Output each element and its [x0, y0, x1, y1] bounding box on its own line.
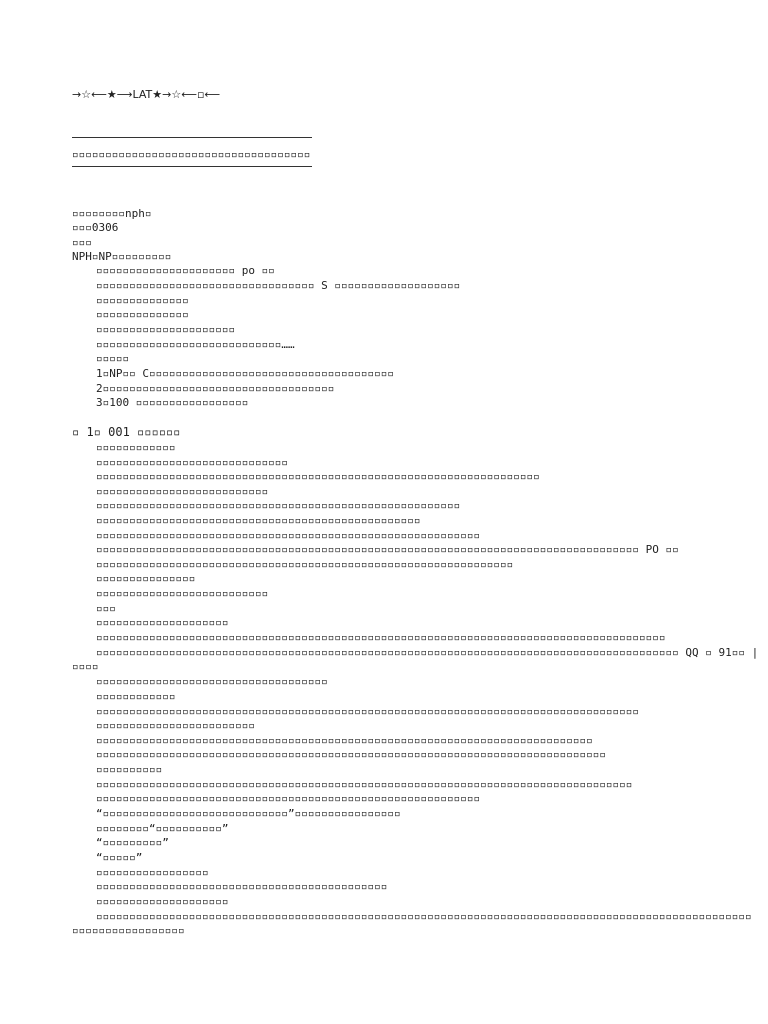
text-line: 1▫NP▫▫ C▫▫▫▫▫▫▫▫▫▫▫▫▫▫▫▫▫▫▫▫▫▫▫▫▫▫▫▫▫▫▫▫▫▫▫▫▫ — [96, 367, 395, 380]
text-line: ▫▫▫▫ — [72, 660, 99, 673]
text-line: “▫▫▫▫▫” — [96, 851, 143, 864]
text-line: ▫▫▫▫▫▫▫▫▫▫▫▫▫▫▫▫▫▫▫▫▫▫▫▫▫▫▫▫▫▫▫▫▫▫▫▫▫▫▫▫▫▫▫▫▫▫▫▫▫▫▫▫▫▫▫▫▫▫▫▫▫▫▫ — [96, 558, 514, 571]
text-line: ▫▫▫▫▫▫▫▫▫▫▫▫▫▫▫▫▫▫▫▫▫▫▫▫▫▫▫▫▫▫▫▫▫▫▫▫▫▫▫▫▫▫▫▫▫▫▫▫▫ — [96, 514, 421, 527]
text-line: ▫▫▫▫▫▫▫▫“▫▫▫▫▫▫▫▫▫▫” — [96, 822, 229, 835]
text-line: ▫▫▫▫▫▫▫▫▫▫▫▫▫▫▫▫▫▫▫▫▫▫▫▫▫▫▫▫▫▫▫▫▫▫▫▫▫▫▫▫▫▫▫▫▫▫▫▫▫▫▫▫▫▫▫▫▫▫▫▫▫▫▫▫▫▫▫▫▫▫▫▫▫▫▫▫▫▫▫▫▫ — [96, 778, 633, 791]
text-line: ▫▫▫▫▫▫▫▫▫▫▫▫▫▫▫▫▫ — [96, 866, 209, 879]
text-line: ▫▫▫▫▫▫▫▫▫▫▫▫▫▫▫▫▫▫▫▫▫▫▫▫▫▫ — [96, 587, 269, 600]
text-line: ▫▫▫▫▫▫▫▫▫▫▫▫▫▫▫▫▫▫▫▫▫▫▫▫▫▫▫▫▫▫▫▫▫▫▫▫▫▫▫▫▫▫▫▫▫▫▫▫▫▫▫▫▫▫▫ — [96, 499, 461, 512]
section-heading: ▫ 1▫ 001 ▫▫▫▫▫▫ — [72, 425, 181, 439]
text-line: ▫▫▫▫▫▫▫▫▫▫▫▫▫▫▫▫▫▫▫▫▫▫▫▫ — [96, 719, 255, 732]
boxed-title: ▫▫▫▫▫▫▫▫▫▫▫▫▫▫▫▫▫▫▫▫▫▫▫▫▫▫▫▫▫▫▫▫▫▫▫▫ — [72, 148, 311, 161]
text-line: “▫▫▫▫▫▫▫▫▫▫▫▫▫▫▫▫▫▫▫▫▫▫▫▫▫▫▫▫”▫▫▫▫▫▫▫▫▫▫▫▫▫▫▫▫ — [96, 807, 401, 820]
text-line: ▫▫▫▫▫▫▫▫▫▫▫▫▫▫▫▫▫▫▫▫ — [96, 616, 229, 629]
text-line: ▫▫▫ — [72, 236, 92, 249]
text-line: ▫▫▫▫▫▫▫▫▫▫▫▫▫▫▫▫▫▫▫▫▫▫▫▫▫▫▫▫▫▫▫▫▫▫▫ — [96, 675, 328, 688]
top-rule — [72, 137, 312, 138]
text-line: ▫▫▫▫▫▫▫▫▫▫▫▫▫▫▫▫▫▫▫▫▫▫▫▫▫▫▫▫▫▫▫▫▫▫▫▫▫▫▫▫▫▫▫▫▫▫▫▫▫▫▫▫▫▫▫▫▫▫▫▫▫▫▫▫▫▫▫▫▫▫▫▫▫▫▫▫▫▫▫▫▫▫▫▫▫▫▫▫▫▫▫▫▫▫▫▫▫▫▫ — [96, 910, 752, 923]
text-line: NPH▫NP▫▫▫▫▫▫▫▫▫ — [72, 250, 172, 263]
text-line: 3▫100 ▫▫▫▫▫▫▫▫▫▫▫▫▫▫▫▫▫ — [96, 396, 249, 409]
bottom-rule — [72, 166, 312, 167]
text-line: ▫▫▫▫▫▫▫▫▫▫▫▫▫▫▫▫▫▫▫▫▫ — [96, 323, 236, 336]
text-line: ▫▫▫▫▫▫▫▫nph▫ — [72, 207, 152, 220]
text-line: ▫▫▫▫▫▫▫▫▫▫▫▫▫▫▫▫▫▫▫▫▫▫▫▫▫▫▫▫▫▫▫▫▫▫▫▫▫▫▫▫▫▫▫▫▫▫▫▫▫▫▫▫▫▫▫▫▫▫▫▫▫▫▫▫▫▫▫▫▫▫▫▫▫▫▫▫▫ — [96, 748, 606, 761]
text-line: ▫▫▫▫▫▫▫▫▫▫▫▫ — [96, 441, 176, 454]
text-line: ▫▫▫▫▫▫▫▫▫▫▫▫▫▫▫▫▫▫▫▫▫▫▫▫▫▫▫▫▫▫▫▫▫▫▫▫▫▫▫▫▫▫▫▫▫▫▫▫▫▫▫▫▫▫▫▫▫▫▫▫▫▫▫▫▫▫▫▫▫▫▫▫▫▫▫▫▫▫▫▫▫▫ — [96, 705, 640, 718]
text-line: ▫▫▫▫▫▫▫▫▫▫▫▫▫▫▫▫▫▫▫▫▫▫▫▫▫▫▫▫▫▫▫▫▫▫▫▫▫▫▫▫▫▫▫▫▫▫▫▫▫▫▫▫▫▫▫▫▫▫▫▫▫▫▫▫▫▫▫▫▫▫▫▫▫▫▫▫▫▫▫▫▫▫ PO ▫▫ — [96, 543, 679, 556]
text-line: ▫▫▫▫▫▫▫▫▫▫▫▫▫▫▫▫▫▫▫▫▫▫▫▫▫▫▫▫▫▫▫▫▫▫▫▫▫▫▫▫▫▫▫▫▫▫▫▫▫▫▫▫▫▫▫▫▫▫▫▫▫▫▫▫▫▫▫▫▫▫▫▫▫▫▫ — [96, 734, 593, 747]
text-line: ▫▫▫0306 — [72, 221, 119, 234]
text-line: ▫▫▫▫▫▫▫▫▫▫▫▫▫▫▫ — [96, 572, 196, 585]
text-line: ▫▫▫▫▫▫▫▫▫▫▫▫▫▫ — [96, 294, 189, 307]
text-line: ▫▫▫▫▫▫▫▫▫▫▫▫▫▫▫▫▫ — [72, 924, 185, 937]
text-line: ▫▫▫▫▫▫▫▫▫▫▫▫▫▫▫▫▫▫▫▫ — [96, 895, 229, 908]
text-line: ▫▫▫▫▫▫▫▫▫▫ — [96, 763, 163, 776]
text-line: 2▫▫▫▫▫▫▫▫▫▫▫▫▫▫▫▫▫▫▫▫▫▫▫▫▫▫▫▫▫▫▫▫▫▫▫ — [96, 382, 335, 395]
text-line: ▫▫▫ — [96, 602, 116, 615]
text-line: ▫▫▫▫▫▫▫▫▫▫▫▫▫▫▫▫▫▫▫▫▫▫▫▫▫▫▫▫…… — [96, 338, 295, 351]
text-line: ▫▫▫▫▫▫▫▫▫▫▫▫▫▫▫▫▫▫▫▫▫▫▫▫▫▫▫▫▫▫▫▫▫▫▫▫▫▫▫▫▫▫▫▫▫▫▫▫▫▫▫▫▫▫▫▫▫▫▫▫▫▫▫▫▫▫▫▫▫▫▫▫▫▫▫▫▫▫▫▫▫▫▫▫▫▫▫▫ QQ ▫ 91▫▫ | — [96, 646, 759, 659]
text-line: ▫▫▫▫▫▫▫▫▫▫▫▫▫▫▫▫▫▫▫▫▫ po ▫▫ — [96, 264, 275, 277]
text-line: ▫▫▫▫▫▫▫▫▫▫▫▫▫▫ — [96, 308, 189, 321]
text-line: ▫▫▫▫▫▫▫▫▫▫▫▫▫▫▫▫▫▫▫▫▫▫▫▫▫▫▫▫▫▫▫▫▫▫▫▫▫▫▫▫▫▫▫▫▫▫▫▫▫▫▫▫▫▫▫▫▫▫▫▫▫▫▫▫▫▫▫▫▫▫▫▫▫▫▫▫▫▫▫▫▫▫▫▫▫▫ — [96, 631, 666, 644]
text-line: ▫▫▫▫▫▫▫▫▫▫▫▫▫▫▫▫▫▫▫▫▫▫▫▫▫▫▫▫▫▫▫▫▫▫▫▫▫▫▫▫▫▫▫▫▫▫▫▫▫▫▫▫▫▫▫▫▫▫▫▫▫▫▫▫▫▫▫ — [96, 470, 540, 483]
text-line: ▫▫▫▫▫▫▫▫▫▫▫▫▫▫▫▫▫▫▫▫▫▫▫▫▫▫▫▫▫▫▫▫▫▫▫▫▫▫▫▫▫▫▫▫ — [96, 880, 388, 893]
text-line: ▫▫▫▫▫▫▫▫▫▫▫▫▫▫▫▫▫▫▫▫▫▫▫▫▫▫▫▫▫ — [96, 456, 289, 469]
text-line: “▫▫▫▫▫▫▫▫▫” — [96, 836, 169, 849]
text-line: ▫▫▫▫▫ — [96, 352, 130, 365]
header-line: →☆⟵★⟶LAT★→☆⟵▫⟵ — [72, 88, 221, 101]
text-line: ▫▫▫▫▫▫▫▫▫▫▫▫▫▫▫▫▫▫▫▫▫▫▫▫▫▫▫▫▫▫▫▫▫ S ▫▫▫▫▫▫▫▫▫▫▫▫▫▫▫▫▫▫▫ — [96, 279, 461, 292]
text-line: ▫▫▫▫▫▫▫▫▫▫▫▫▫▫▫▫▫▫▫▫▫▫▫▫▫▫▫▫▫▫▫▫▫▫▫▫▫▫▫▫▫▫▫▫▫▫▫▫▫▫▫▫▫▫▫▫▫▫ — [96, 529, 481, 542]
text-line: ▫▫▫▫▫▫▫▫▫▫▫▫▫▫▫▫▫▫▫▫▫▫▫▫▫▫ — [96, 485, 269, 498]
text-line: ▫▫▫▫▫▫▫▫▫▫▫▫ — [96, 690, 176, 703]
text-line: ▫▫▫▫▫▫▫▫▫▫▫▫▫▫▫▫▫▫▫▫▫▫▫▫▫▫▫▫▫▫▫▫▫▫▫▫▫▫▫▫▫▫▫▫▫▫▫▫▫▫▫▫▫▫▫▫▫▫ — [96, 792, 481, 805]
